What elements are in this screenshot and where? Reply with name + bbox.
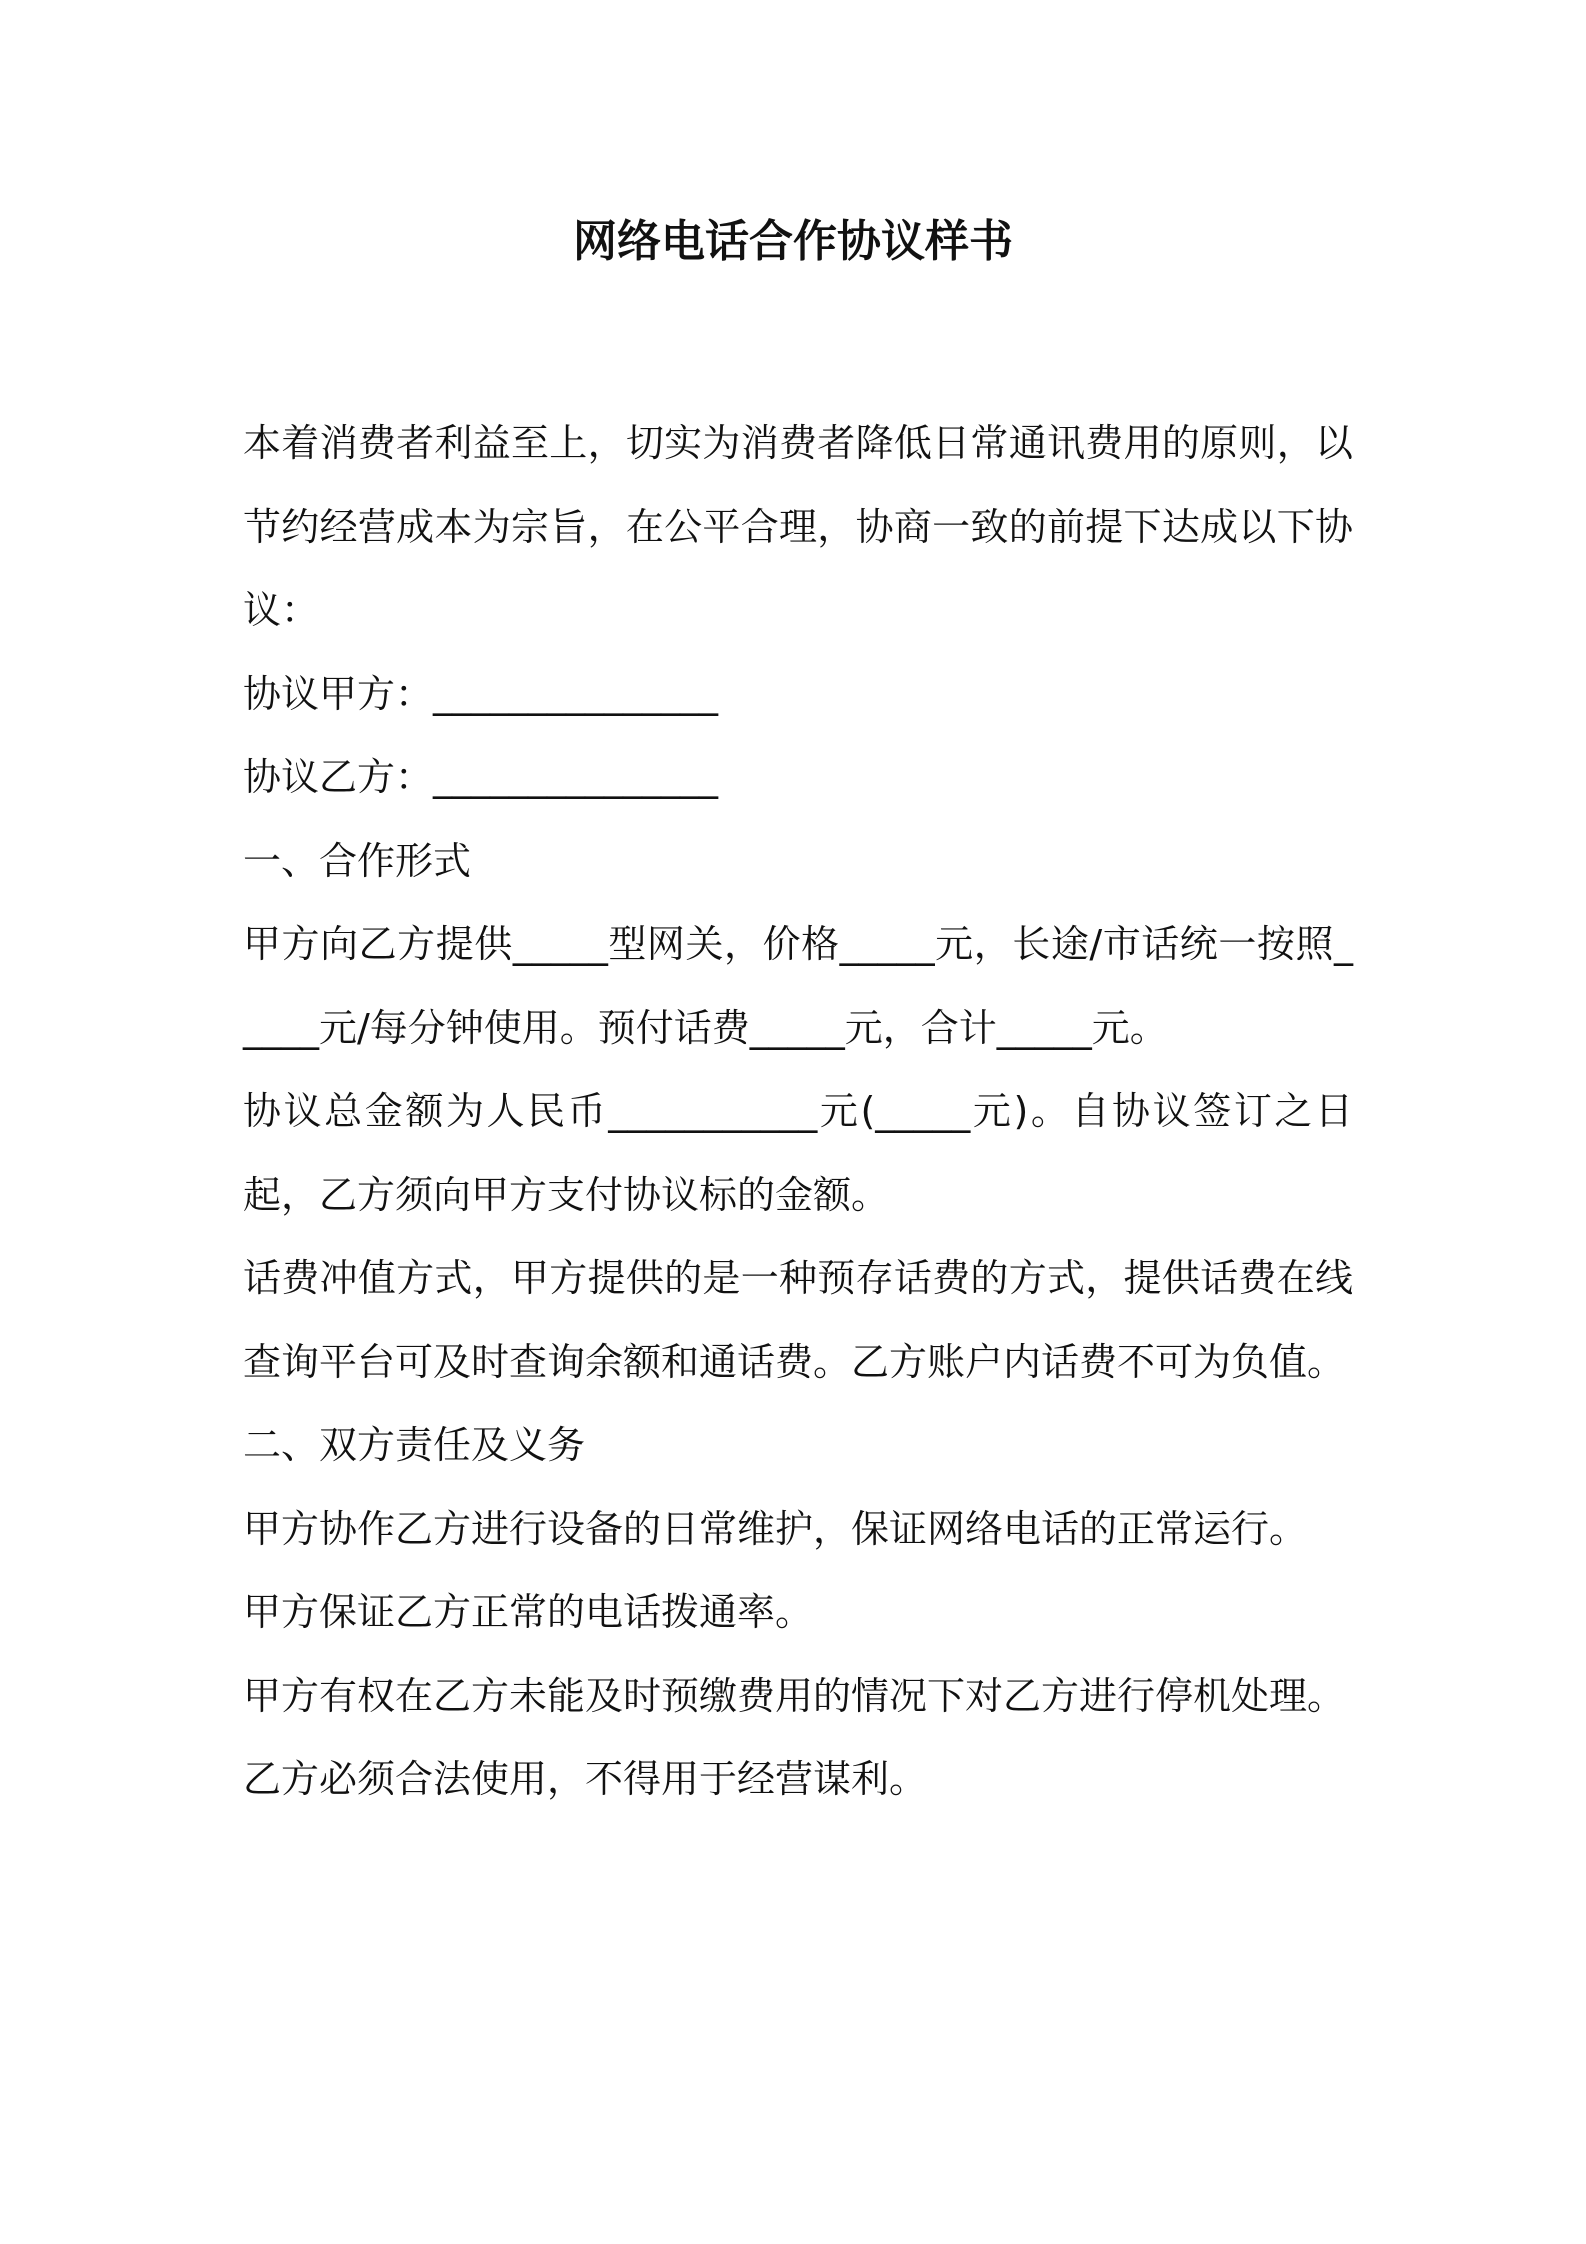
- intro-paragraph: 本着消费者利益至上，切实为消费者降低日常通讯费用的原则，以节约经营成本为宗旨，在公平合理，协商一致的前提下达成以下协议：: [243, 421, 1353, 632]
- connection-rate-paragraph: 甲方保证乙方正常的电话拨通率。: [243, 1590, 814, 1634]
- total-amount-paragraph: 协议总金额为人民币___________元(_____元)。自协议签订之日起，乙方须向甲方支付协议标的金额。: [243, 1089, 1353, 1217]
- document-body: [243, 402, 1353, 1822]
- party-a-line: 协议甲方：_______________: [243, 671, 719, 716]
- suspension-paragraph: 甲方有权在乙方未能及时预缴费用的情况下对乙方进行停机处理。: [243, 1673, 1346, 1718]
- maintenance-paragraph: 甲方协作乙方进行设备的日常维护，保证网络电话的正常运行。: [243, 1506, 1308, 1551]
- section-heading-responsibilities: 二、双方责任及义务: [243, 1423, 586, 1467]
- gateway-price-paragraph: 甲方向乙方提供_____型网关，价格_____元，长途/市话统一按照_____元/每分钟使用。预付话费_____元，合计_____元。: [243, 922, 1353, 1050]
- document-title: 网络电话合作协议样书: [573, 216, 1013, 267]
- party-b-line: 协议乙方：_______________: [243, 755, 719, 799]
- section-heading-cooperation-form: 一、合作形式: [243, 838, 472, 883]
- recharge-method-paragraph: 话费冲值方式，甲方提供的是一种预存话费的方式，提供话费在线查询平台可及时查询余额和通话费。乙方账户内话费不可为负值。: [243, 1256, 1353, 1384]
- legal-use-paragraph: 乙方必须合法使用，不得用于经营谋利。: [243, 1757, 928, 1801]
